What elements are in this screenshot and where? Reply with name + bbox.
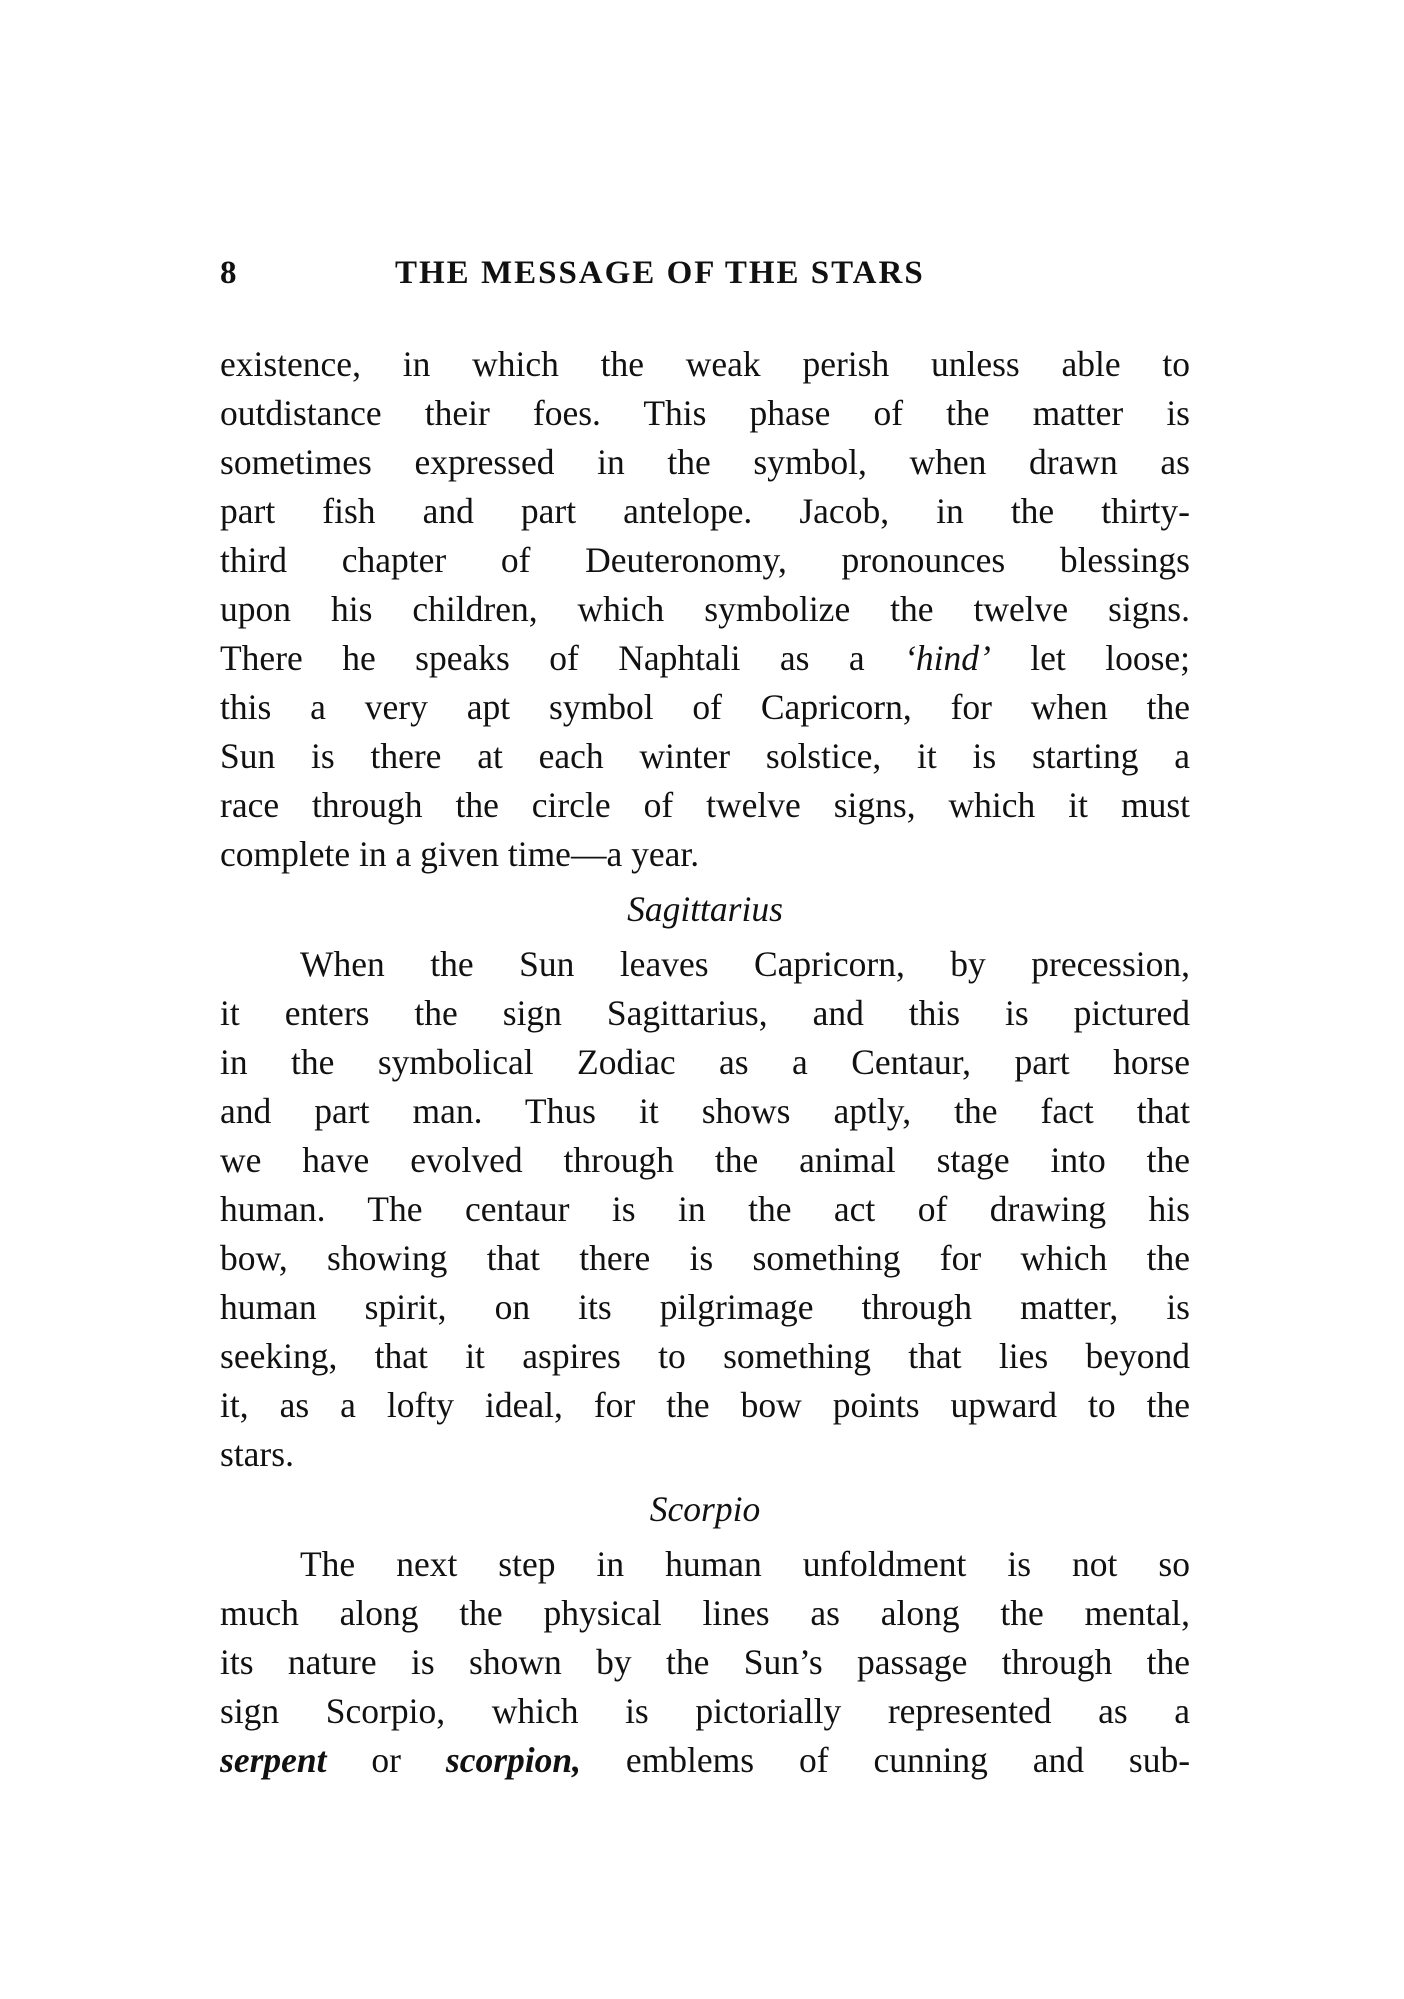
text-line: it enters the sign Sagittarius, and this is pictured — [220, 993, 1190, 1033]
text-line: sometimes expressed in the symbol, when drawn as — [220, 442, 1190, 482]
paragraph-capricorn-continued — [220, 340, 1190, 879]
text-line: we have evolved through the animal stage into the — [220, 1140, 1190, 1180]
text-line: Sun is there at each winter solstice, it is starting a — [220, 736, 1190, 776]
italic-word-serpent: serpent — [220, 1740, 327, 1780]
text-segment: or — [371, 1740, 401, 1780]
text-line: stars. — [220, 1434, 294, 1474]
text-line: third chapter of Deuteronomy, pronounces blessings — [220, 540, 1190, 580]
text-line — [220, 1736, 1190, 1785]
text-line: existence, in which the weak perish unless able to — [220, 344, 1190, 384]
text-segment: let loose; — [1030, 638, 1191, 678]
text-line: part fish and part antelope. Jacob, in the thirty- — [220, 491, 1190, 531]
text-line: bow, showing that there is something for which the — [220, 1238, 1190, 1278]
text-line: its nature is shown by the Sun’s passage through the — [220, 1642, 1190, 1682]
text-line: and part man. Thus it shows aptly, the fact that — [220, 1091, 1190, 1131]
page-body — [220, 340, 1190, 1785]
text-line: it, as a lofty ideal, for the bow points upward to the — [220, 1385, 1190, 1425]
italic-word-hind: ‘hind’ — [904, 638, 991, 678]
text-line: human. The centaur is in the act of drawing his — [220, 1189, 1190, 1229]
text-segment: There he speaks of Naphtali as a — [220, 638, 865, 678]
paragraph-sagittarius — [220, 940, 1190, 1479]
section-heading-sagittarius: Sagittarius — [627, 889, 783, 929]
text-line: sign Scorpio, which is pictorially represented as a — [220, 1691, 1190, 1731]
italic-word-scorpion: scorpion, — [445, 1740, 582, 1780]
text-line: The next step in human unfoldment is not so — [300, 1544, 1190, 1584]
text-line: complete in a given time—a year. — [220, 834, 700, 874]
text-line: seeking, that it aspires to something that lies beyond — [220, 1336, 1190, 1376]
text-line: When the Sun leaves Capricorn, by precession, — [300, 944, 1190, 984]
text-line: human spirit, on its pilgrimage through matter, is — [220, 1287, 1190, 1327]
text-line: this a very apt symbol of Capricorn, for when the — [220, 687, 1190, 727]
text-line: race through the circle of twelve signs, which it must — [220, 785, 1190, 825]
text-line — [220, 634, 1190, 683]
text-line: much along the physical lines as along the mental, — [220, 1593, 1190, 1633]
page-header — [220, 255, 1180, 305]
section-heading-scorpio: Scorpio — [649, 1489, 761, 1529]
text-line: outdistance their foes. This phase of the matter is — [220, 393, 1190, 433]
paragraph-scorpio — [220, 1540, 1190, 1785]
page-number: 8 — [220, 255, 239, 291]
running-title: THE MESSAGE OF THE STARS — [395, 255, 925, 291]
text-line: upon his children, which symbolize the twelve signs. — [220, 589, 1190, 629]
text-line: in the symbolical Zodiac as a Centaur, part horse — [220, 1042, 1190, 1082]
text-segment: emblems of cunning and sub- — [625, 1740, 1191, 1780]
